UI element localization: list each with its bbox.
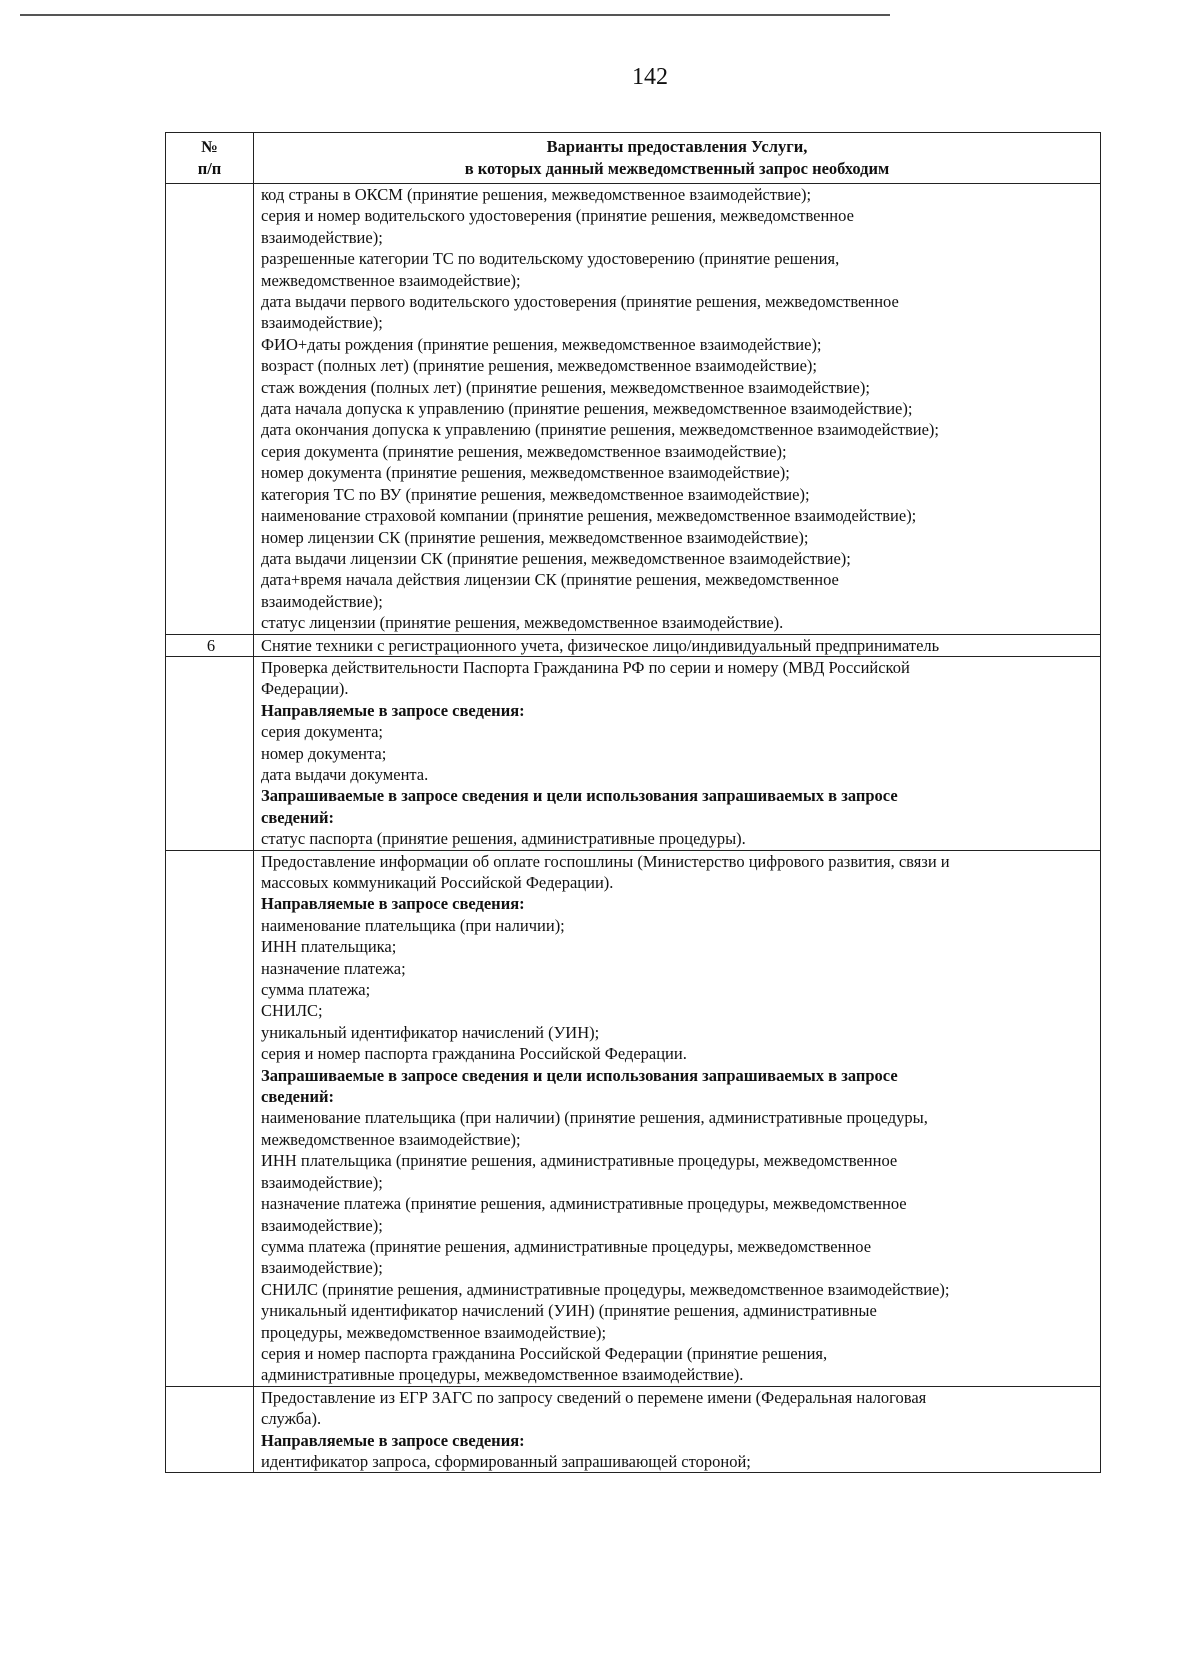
text-line: взаимодействие); (261, 227, 383, 247)
text-line: ФИО+даты рождения (принятие решения, межведомственное взаимодействие); (261, 334, 822, 354)
subheading-line: Запрашиваемые в запросе сведения и цели использования запрашиваемых в запросе (261, 1065, 898, 1085)
section-title: Снятие техники с регистрационного учета, физическое лицо/индивидуальный предприниматель (254, 634, 1101, 656)
text-line: уникальный идентификатор начислений (УИН) (принятие решения, административные (261, 1301, 877, 1321)
text-line: статус лицензии (принятие решения, межведомственное взаимодействие). (261, 613, 784, 633)
subheading-line: Направляемые в запросе сведения: (261, 700, 525, 720)
text-line: Предоставление из ЕГР ЗАГС по запросу сведений о перемене имени (Федеральная налоговая (261, 1387, 927, 1407)
num-cell (166, 850, 254, 1386)
text-line: взаимодействие); (261, 1215, 383, 1235)
header-num-line2: п/п (197, 159, 222, 178)
content-cell-block2 (254, 656, 1101, 850)
table-row (166, 184, 1101, 635)
text-line: категория ТС по ВУ (принятие решения, межведомственное взаимодействие); (261, 484, 810, 504)
table-row (166, 1386, 1101, 1473)
header-variants-line1: Варианты предоставления Услуги, (546, 137, 808, 156)
text-line: серия документа; (261, 722, 384, 742)
text-line: назначение платежа (принятие решения, административные процедуры, межведомственное (261, 1194, 907, 1214)
subheading-line: сведений: (261, 807, 335, 827)
top-rule (20, 14, 890, 16)
table-header-row (166, 133, 1101, 184)
num-cell (166, 1386, 254, 1473)
text-line: наименование страховой компании (принятие решения, межведомственное взаимодействие); (261, 506, 917, 526)
text-line: взаимодействие); (261, 591, 383, 611)
text-line: серия и номер паспорта гражданина Российской Федерации. (261, 1044, 687, 1064)
text-line: дата выдачи документа. (261, 764, 429, 784)
text-line: процедуры, межведомственное взаимодействие); (261, 1322, 607, 1342)
text-line: дата начала допуска к управлению (принятие решения, межведомственное взаимодействие); (261, 399, 913, 419)
table-row (166, 850, 1101, 1386)
subheading-line: Направляемые в запросе сведения: (261, 894, 525, 914)
text-line: Проверка действительности Паспорта Гражданина РФ по серии и номеру (МВД Российской (261, 657, 910, 677)
num-cell (166, 184, 254, 635)
text-line: Федерации). (261, 679, 349, 699)
text-line: наименование плательщика (при наличии); (261, 915, 565, 935)
text-line: дата выдачи лицензии СК (принятие решения, межведомственное взаимодействие); (261, 548, 851, 568)
text-line: взаимодействие); (261, 1258, 383, 1278)
text-line: сумма платежа (принятие решения, административные процедуры, межведомственное (261, 1236, 872, 1256)
section-row-6 (166, 634, 1101, 656)
num-cell (166, 656, 254, 850)
subheading-line: Направляемые в запросе сведения: (261, 1430, 525, 1450)
content-cell-block3 (254, 850, 1101, 1386)
text-line: стаж вождения (полных лет) (принятие решения, межведомственное взаимодействие); (261, 377, 870, 397)
text-line: статус паспорта (принятие решения, административные процедуры). (261, 829, 746, 849)
text-line: служба). (261, 1409, 322, 1429)
text-line: серия документа (принятие решения, межведомственное взаимодействие); (261, 441, 787, 461)
text-line: ИНН плательщика (принятие решения, административные процедуры, межведомственное (261, 1151, 898, 1171)
text-line: дата окончания допуска к управлению (принятие решения, межведомственное взаимодействие); (261, 420, 940, 440)
subheading-line: Запрашиваемые в запросе сведения и цели использования запрашиваемых в запросе (261, 786, 898, 806)
text-line: дата выдачи первого водительского удостоверения (принятие решения, межведомственное (261, 292, 899, 312)
text-line: дата+время начала действия лицензии СК (принятие решения, межведомственное (261, 570, 839, 590)
text-line: идентификатор запроса, сформированный запрашивающей стороной; (261, 1451, 751, 1471)
text-line: уникальный идентификатор начислений (УИН); (261, 1022, 600, 1042)
text-line: серия и номер водительского удостоверения (принятие решения, межведомственное (261, 206, 854, 226)
text-line: наименование плательщика (при наличии) (принятие решения, административные процедуры, (261, 1108, 928, 1128)
header-num-line1: № (201, 137, 218, 156)
text-line: код страны в ОКСМ (принятие решения, межведомственное взаимодействие); (261, 185, 812, 204)
header-num (166, 133, 254, 184)
page-number: 142 (632, 64, 668, 90)
requirements-table (165, 132, 1101, 1473)
header-variants (254, 133, 1101, 184)
text-line: сумма платежа; (261, 980, 371, 1000)
text-line: СНИЛС; (261, 1001, 323, 1021)
content-cell-block4 (254, 1386, 1101, 1473)
text-line: номер документа; (261, 743, 387, 763)
text-line: межведомственное взаимодействие); (261, 1129, 521, 1149)
text-line: серия и номер паспорта гражданина Российской Федерации (принятие решения, (261, 1343, 828, 1363)
header-variants-line2: в которых данный межведомственный запрос необходим (464, 159, 890, 178)
text-line: номер лицензии СК (принятие решения, межведомственное взаимодействие); (261, 527, 809, 547)
text-line: назначение платежа; (261, 958, 406, 978)
subheading-line: сведений: (261, 1087, 335, 1107)
text-line: административные процедуры, межведомственное взаимодействие). (261, 1365, 744, 1385)
text-line: разрешенные категории ТС по водительскому удостоверению (принятие решения, (261, 249, 840, 269)
text-line: возраст (полных лет) (принятие решения, межведомственное взаимодействие); (261, 356, 817, 376)
table-row (166, 656, 1101, 850)
text-line: взаимодействие); (261, 313, 383, 333)
text-line: ИНН плательщика; (261, 937, 397, 957)
text-line: СНИЛС (принятие решения, административные процедуры, межведомственное взаимодействие); (261, 1279, 950, 1299)
text-line: номер документа (принятие решения, межведомственное взаимодействие); (261, 463, 790, 483)
section-number: 6 (166, 634, 254, 656)
text-line: Предоставление информации об оплате госпошлины (Министерство цифрового развития, связи и (261, 851, 950, 871)
text-line: массовых коммуникаций Российской Федерации). (261, 873, 614, 892)
text-line: взаимодействие); (261, 1172, 383, 1192)
text-line: межведомственное взаимодействие); (261, 270, 521, 290)
content-cell-block1 (254, 184, 1101, 635)
